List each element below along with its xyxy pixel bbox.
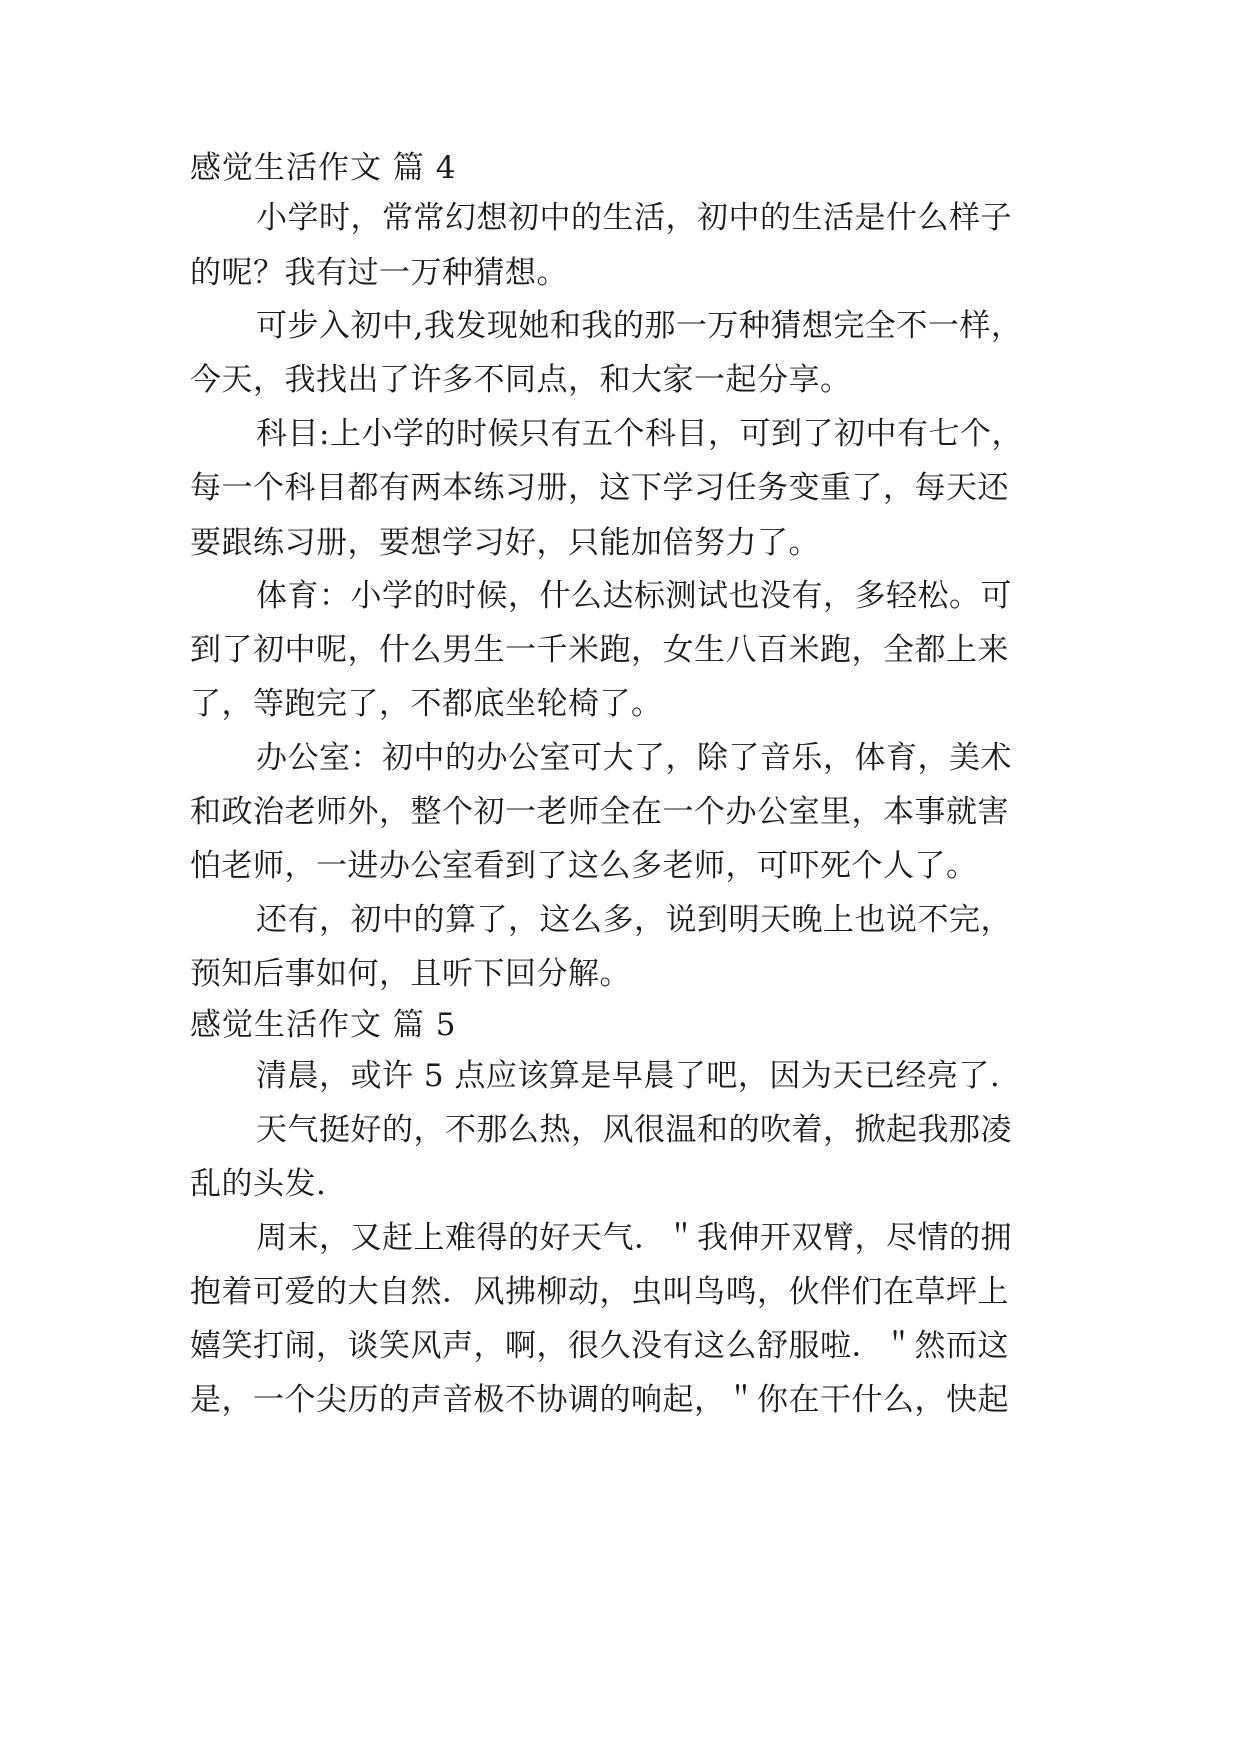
paragraph-line: 抱着可爱的大自然．风拂柳动，虫叫鸟鸣，伙伴们在草坪上	[190, 1274, 1009, 1310]
paragraph-line: 和政治老师外，整个初一老师全在一个办公室里，本事就害	[190, 794, 1009, 830]
paragraph-line: 体育：小学的时候，什么达标测试也没有，多轻松。可	[256, 578, 1012, 614]
paragraph-line: 了，等跑完了，不都底坐轮椅了。	[190, 686, 663, 722]
section-title: 感觉生活作文 篇 4	[190, 150, 457, 186]
paragraph-line: 预知后事如何，且听下回分解。	[190, 956, 631, 992]
paragraph-line: 还有，初中的算了，这么多，说到明天晚上也说不完，	[256, 902, 1012, 938]
paragraph-line: 可步入初中,我发现她和我的那一万种猜想完全不一样，	[256, 308, 1023, 344]
paragraph-line: 每一个科目都有两本练习册，这下学习任务变重了，每天还	[190, 470, 1009, 506]
paragraph-line: 嬉笑打闹，谈笑风声，啊，很久没有这么舒服啦．＂然而这	[190, 1328, 1009, 1364]
paragraph-line: 科目:上小学的时候只有五个科目，可到了初中有七个，	[256, 416, 1023, 452]
paragraph-line: 是，一个尖历的声音极不协调的响起，＂你在干什么，快起	[190, 1382, 1009, 1418]
paragraph-line: 办公室：初中的办公室可大了，除了音乐，体育，美术	[256, 740, 1012, 776]
paragraph-line: 的呢？我有过一万种猜想。	[190, 255, 568, 291]
paragraph-line: 小学时，常常幻想初中的生活，初中的生活是什么样子	[256, 200, 1012, 236]
paragraph-line: 清晨，或许 5 点应该算是早晨了吧，因为天已经亮了.	[256, 1058, 1001, 1094]
paragraph-line: 要跟练习册，要想学习好，只能加倍努力了。	[190, 525, 820, 561]
paragraph-line: 周末，又赶上难得的好天气．＂我伸开双臂，尽情的拥	[256, 1220, 1012, 1256]
paragraph-line: 今天，我找出了许多不同点，和大家一起分享。	[190, 362, 852, 398]
paragraph-line: 怕老师，一进办公室看到了这么多老师，可吓死个人了。	[190, 848, 978, 884]
paragraph-line: 天气挺好的，不那么热，风很温和的吹着，掀起我那凌	[256, 1112, 1012, 1148]
section-title: 感觉生活作文 篇 5	[190, 1007, 457, 1043]
paragraph-line: 到了初中呢，什么男生一千米跑，女生八百米跑，全都上来	[190, 632, 1009, 668]
paragraph-line: 乱的头发.	[190, 1166, 327, 1202]
